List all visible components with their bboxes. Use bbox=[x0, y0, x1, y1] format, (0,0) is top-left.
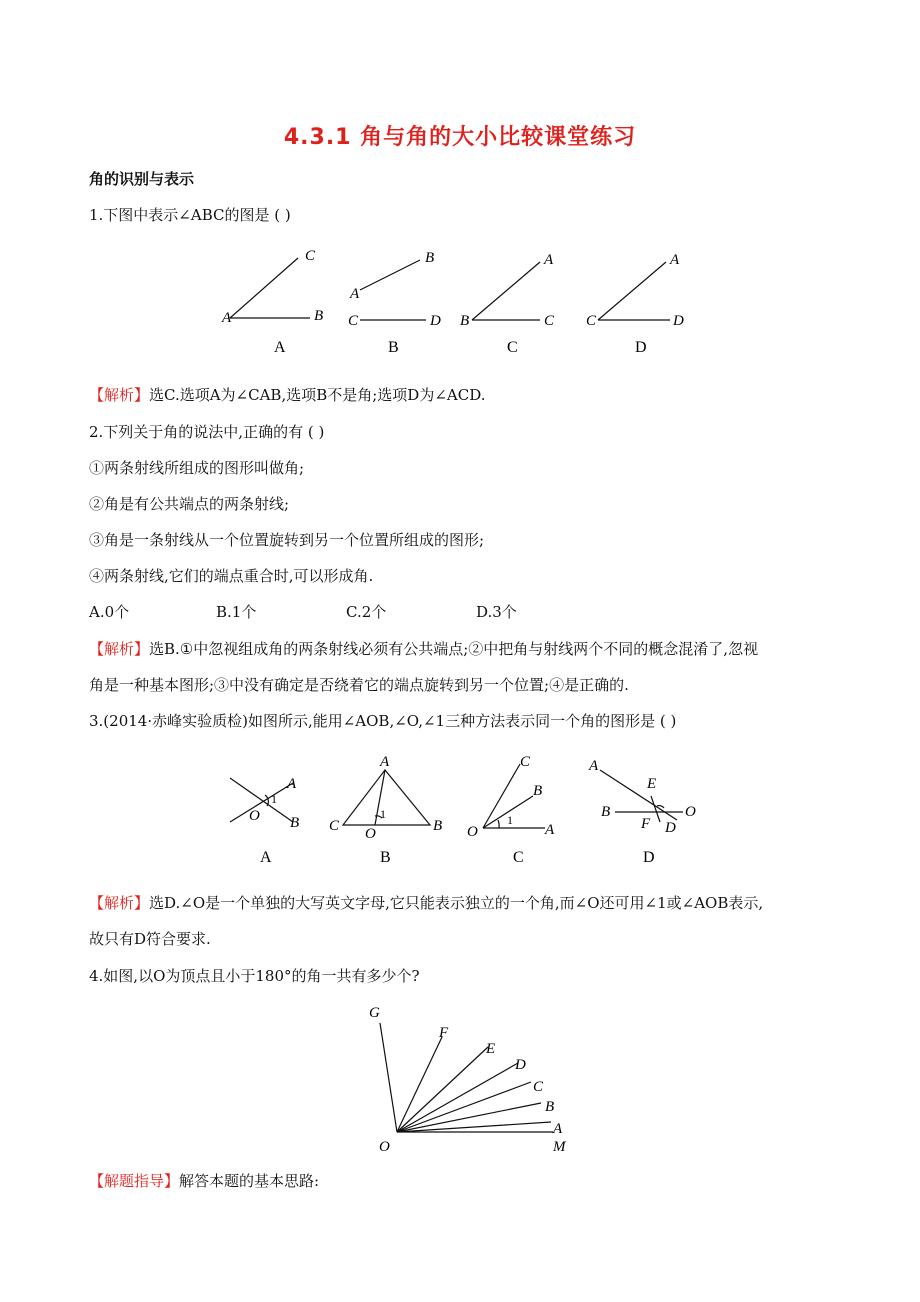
figure-q1 bbox=[210, 240, 700, 360]
fig3-option-b: B bbox=[380, 849, 391, 866]
fig3-c-label-a: A bbox=[545, 822, 555, 838]
fig1-d-label-d: D bbox=[673, 313, 684, 329]
q3-stem: 3.(2014·赤峰实验质检)如图所示,能用∠AOB,∠O,∠1三种方法表示同一个角的图形是 ( ) bbox=[89, 712, 677, 730]
q2-option-d: D.3个 bbox=[476, 603, 517, 621]
q1-stem: 1.下图中表示∠ABC的图是 ( ) bbox=[89, 206, 291, 224]
q2-stem: 2.下列关于角的说法中,正确的有 ( ) bbox=[89, 423, 325, 441]
analysis-tag: 【解析】 bbox=[89, 386, 150, 404]
figure-q3 bbox=[215, 750, 710, 870]
fig3-c-label-o: O bbox=[467, 824, 478, 840]
q2-item-2: ②角是有公共端点的两条射线; bbox=[89, 495, 290, 513]
q4-guide-text: 解答本题的基本思路: bbox=[179, 1172, 320, 1190]
page-title: 4.3.1 角与角的大小比较课堂练习 bbox=[283, 125, 637, 150]
analysis-tag: 【解析】 bbox=[89, 894, 150, 912]
fig3-c-label-b: B bbox=[533, 783, 543, 799]
fig3-d-label-b: B bbox=[601, 804, 611, 820]
fig1-b-label-c: C bbox=[348, 313, 359, 329]
q2-item-1: ①两条射线所组成的图形叫做角; bbox=[89, 459, 305, 477]
analysis-tag: 【解析】 bbox=[89, 640, 150, 658]
q2-option-c: C.2个 bbox=[346, 603, 387, 621]
q4-vertex-label-o: O bbox=[379, 1139, 390, 1155]
fig3-a-label-b: B bbox=[290, 815, 300, 831]
q2-answer-line1 bbox=[89, 638, 758, 659]
fig1-option-c: C bbox=[507, 339, 518, 356]
q4-ray-label-a: A bbox=[553, 1121, 563, 1137]
fig3-d-label-d: D bbox=[665, 820, 676, 836]
fig1-b-label-a: A bbox=[350, 286, 360, 302]
q4-guide bbox=[89, 1170, 319, 1191]
q4-ray-label-g: G bbox=[369, 1005, 380, 1021]
q4-ray-label-b: B bbox=[545, 1099, 555, 1115]
fig1-b-label-d: D bbox=[430, 313, 441, 329]
q1-answer-text: 选C.选项A为∠CAB,选项B不是角;选项D为∠ACD. bbox=[149, 386, 486, 404]
fig1-c-label-b: B bbox=[460, 313, 470, 329]
q2-answer-text: 选B.①中忽视组成角的两条射线必须有公共端点;②中把角与射线两个不同的概念混淆了,忽视 bbox=[149, 640, 759, 658]
q1-answer bbox=[89, 384, 485, 405]
fig3-option-a: A bbox=[260, 849, 272, 866]
fig3-b-label-1: 1 bbox=[380, 807, 386, 821]
fig1-d-label-c: C bbox=[586, 313, 597, 329]
q2-item-4: ④两条射线,它们的端点重合时,可以形成角. bbox=[89, 567, 374, 585]
fig3-c-label-1: 1 bbox=[507, 813, 513, 827]
q4-ray-label-m: M bbox=[553, 1139, 566, 1155]
q3-answer-text: 选D.∠O是一个单独的大写英文字母,它只能表示独立的一个角,而∠O还可用∠1或∠AOB表示, bbox=[149, 894, 764, 912]
fig3-a-label-a: A bbox=[287, 776, 297, 792]
fig3-b-label-c: C bbox=[329, 818, 340, 834]
q4-ray-label-f: F bbox=[439, 1025, 449, 1041]
fig1-option-a: A bbox=[274, 339, 286, 356]
q4-ray-label-c: C bbox=[533, 1079, 544, 1095]
q2-answer-line2: 角是一种基本图形;③中没有确定是否绕着它的端点旋转到另一个位置;④是正确的. bbox=[89, 676, 629, 694]
section-heading: 角的识别与表示 bbox=[89, 170, 195, 188]
figure-q4 bbox=[355, 995, 585, 1155]
fig1-c-label-a: A bbox=[544, 252, 554, 268]
fig3-b-label-a: A bbox=[380, 754, 390, 770]
fig3-b-label-b: B bbox=[433, 818, 443, 834]
q4-stem: 4.如图,以O为顶点且小于180°的角一共有多少个? bbox=[89, 967, 420, 985]
q2-option-b: B.1个 bbox=[216, 603, 257, 621]
fig3-d-label-o: O bbox=[685, 804, 696, 820]
fig1-option-d: D bbox=[635, 339, 647, 356]
fig3-d-label-f: F bbox=[641, 816, 651, 832]
q4-ray-label-e: E bbox=[486, 1041, 496, 1057]
fig1-option-b: B bbox=[388, 339, 399, 356]
q3-answer-line2: 故只有D符合要求. bbox=[89, 930, 211, 948]
fig3-d-label-e: E bbox=[647, 776, 657, 792]
guide-tag: 【解题指导】 bbox=[89, 1172, 180, 1190]
fig3-d-label-a: A bbox=[589, 758, 599, 774]
q4-ray-label-d: D bbox=[515, 1057, 526, 1073]
q2-option-a: A.0个 bbox=[89, 603, 130, 621]
fig1-c-label-c: C bbox=[544, 313, 555, 329]
q3-answer-line1 bbox=[89, 892, 763, 913]
fig1-a-label-a: A bbox=[222, 310, 232, 326]
fig1-a-label-c: C bbox=[305, 248, 316, 264]
fig3-option-c: C bbox=[513, 849, 524, 866]
fig3-option-d: D bbox=[643, 849, 655, 866]
q2-item-3: ③角是一条射线从一个位置旋转到另一个位置所组成的图形; bbox=[89, 531, 485, 549]
fig1-a-label-b: B bbox=[314, 308, 324, 324]
fig3-a-label-o: O bbox=[249, 808, 260, 824]
fig3-b-label-o: O bbox=[365, 826, 376, 842]
fig1-b-label-b: B bbox=[425, 250, 435, 266]
fig1-d-label-a: A bbox=[670, 252, 680, 268]
fig3-c-label-c: C bbox=[520, 754, 531, 770]
fig3-a-label-1: 1 bbox=[271, 792, 277, 806]
